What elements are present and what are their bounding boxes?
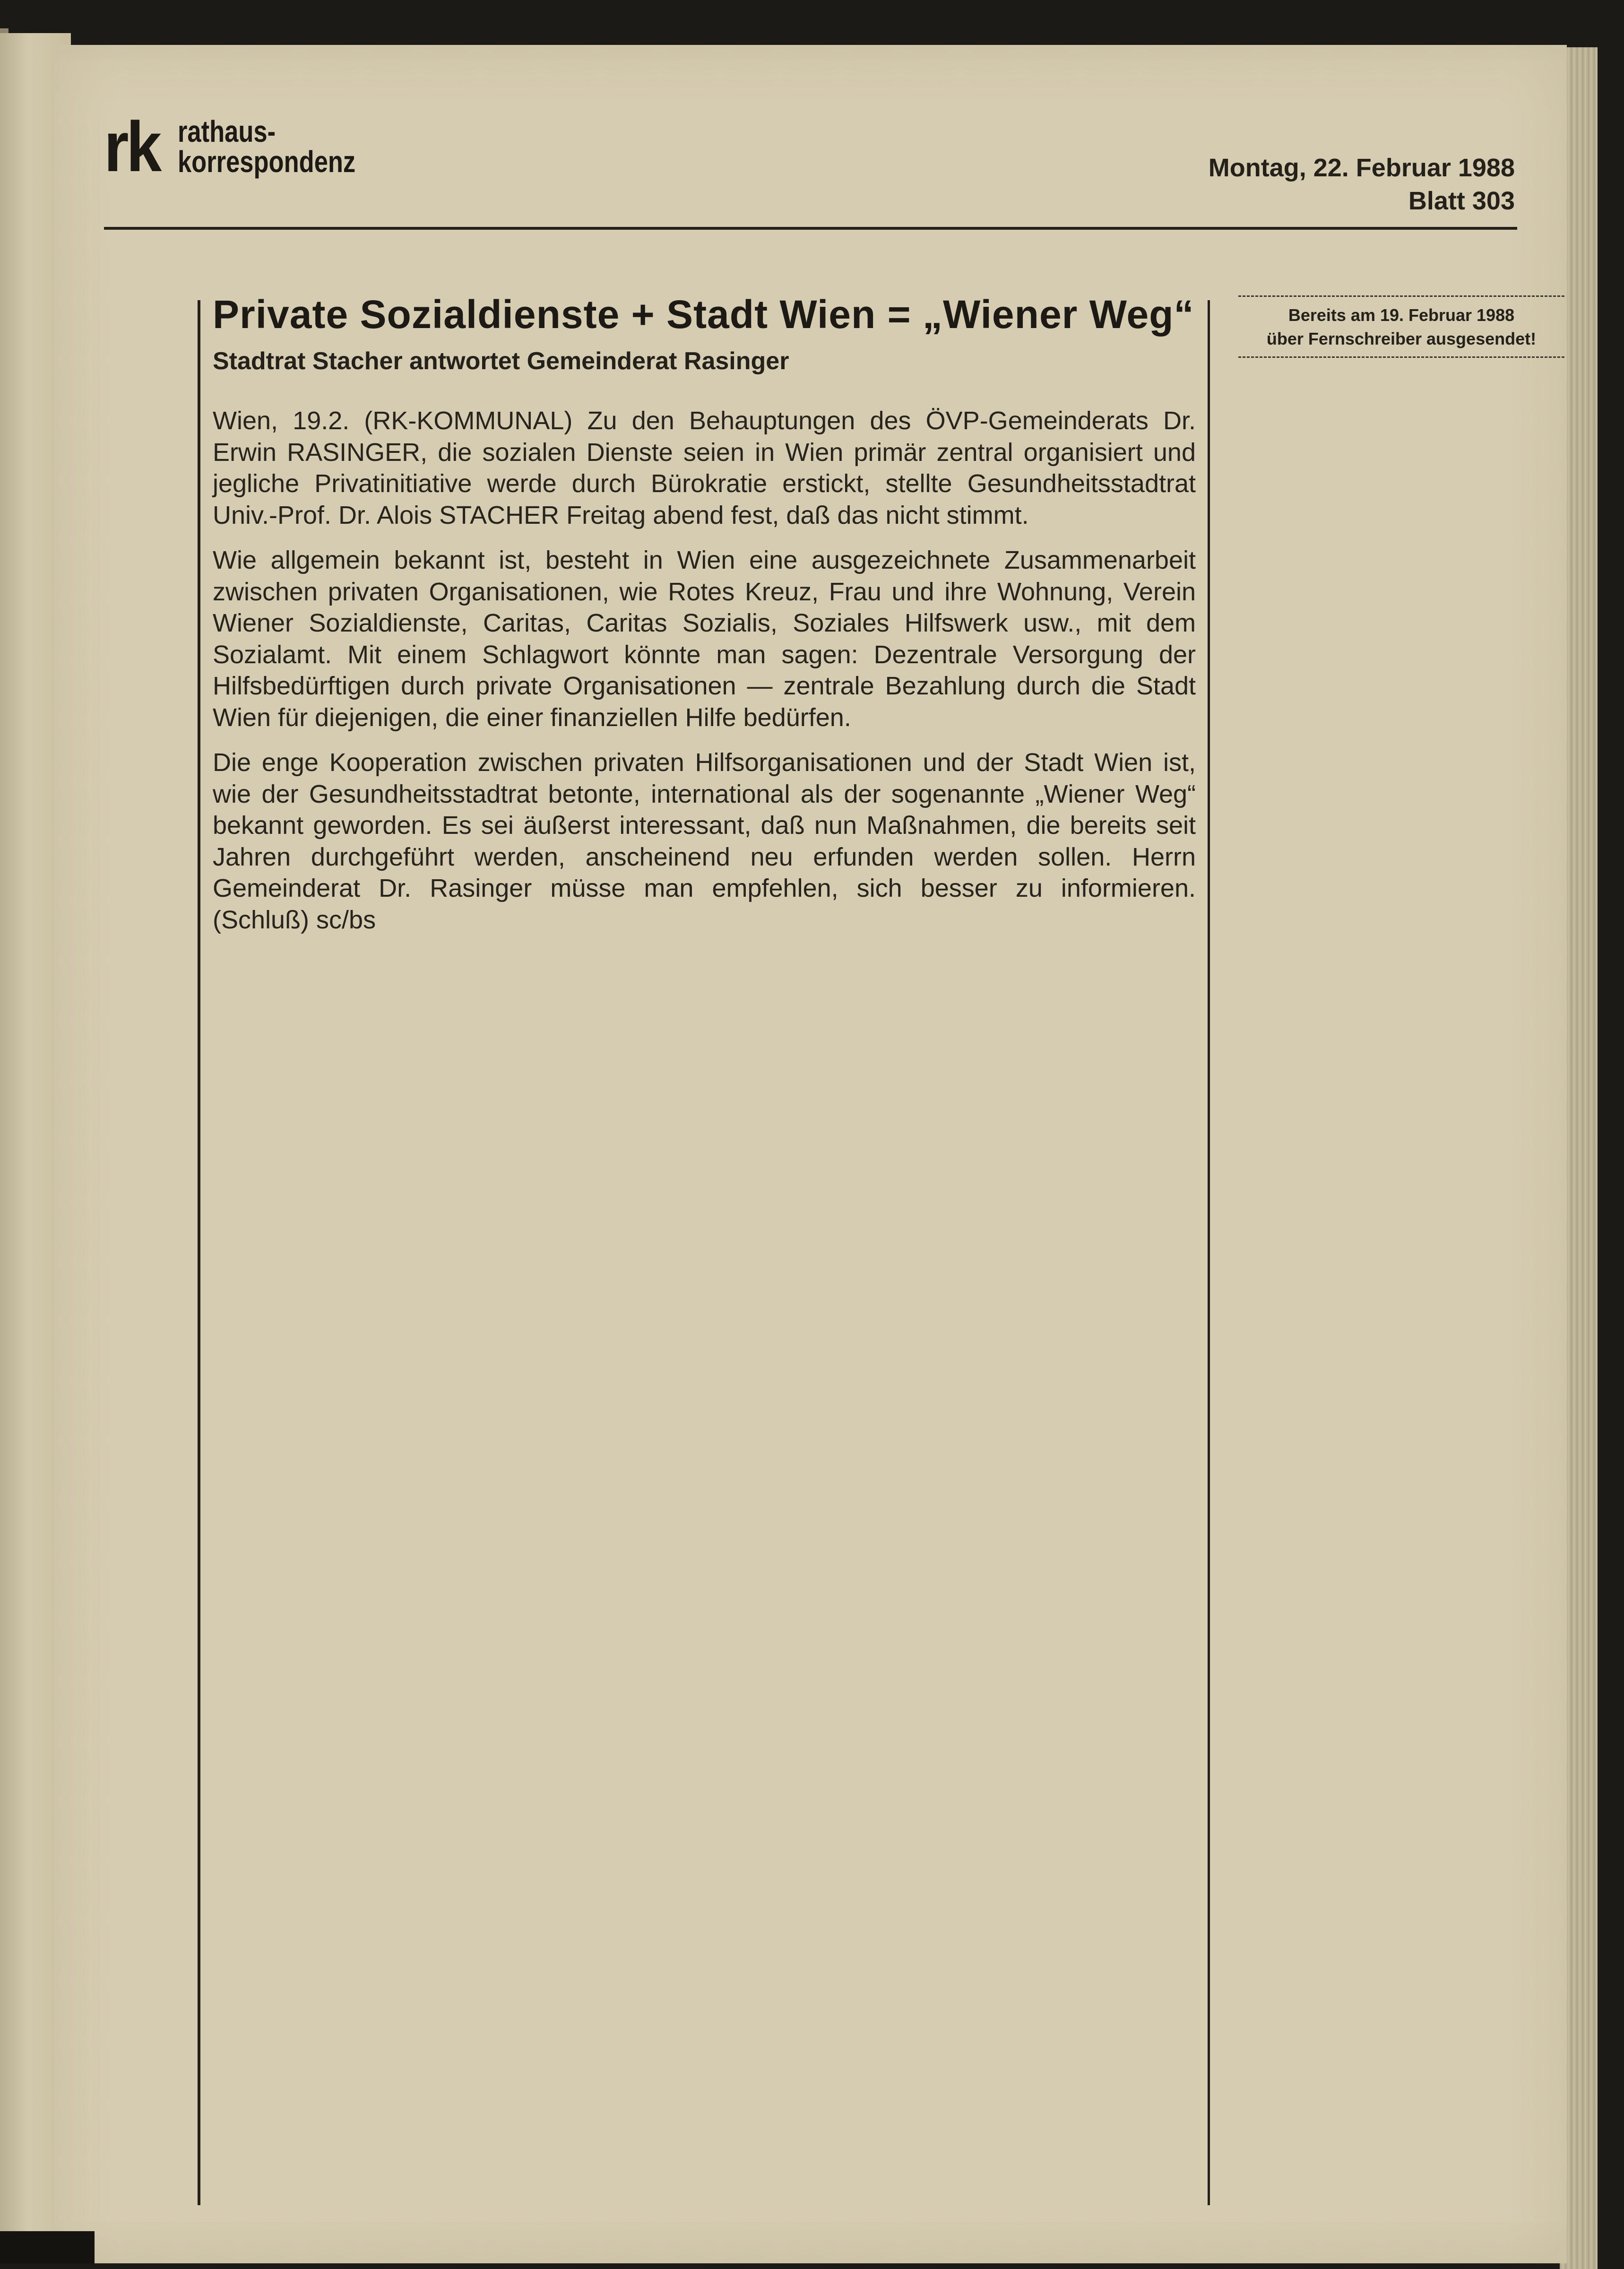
sheet-number: Blatt 303	[1408, 187, 1515, 215]
rk-logo	[104, 107, 395, 186]
transmission-note-line-2: über Fernschreiber ausgesendet!	[1266, 329, 1537, 348]
article	[213, 291, 1196, 949]
article-body	[213, 405, 1196, 935]
logo-mark: rk	[104, 107, 159, 186]
logo-line-1: rathaus-	[177, 114, 276, 148]
document-page	[54, 45, 1567, 2263]
article-paragraph: Wien, 19.2. (RK-KOMMUNAL) Zu den Behauptungen des ÖVP-Gemeinderats Dr. Erwin RASINGER, die sozialen Dienste seien in Wien primär zentral organisiert und jegliche Privatinitiative werde durch Bürokratie erstickt, stellte Gesundheitsstadtrat Univ.-Prof. Dr. Alois STACHER Freitag abend fest, daß das nicht stimmt.	[213, 407, 1196, 529]
transmission-note	[1238, 295, 1564, 358]
article-headline: Private Sozialdienste + Stadt Wien = „Wiener Weg“	[213, 292, 1194, 337]
logo-text	[178, 116, 355, 177]
article-paragraph: Wie allgemein bekannt ist, besteht in Wien eine ausgezeichnete Zusammenarbeit zwischen privaten Organisationen, wie Rotes Kreuz, Frau und ihre Wohnung, Verein Wiener Sozialdienste, Caritas, Caritas Sozialis, Soziales Hilfswerk usw., mit dem Sozialamt. Mit einem Schlagwort könnte man sagen: Dezentrale Versorgung der Hilfsbedürftigen durch private Organisationen — zentrale Bezahlung durch die Stadt Wien für diejenigen, die einer finanziellen Hilfe bedürfen.	[213, 546, 1196, 732]
header-meta	[1089, 151, 1515, 217]
header-divider	[104, 227, 1517, 230]
article-paragraph: Die enge Kooperation zwischen privaten Hilfsorganisationen und der Stadt Wien ist, wie der Gesundheitsstadtrat betonte, international als der sogenannte „Wiener Weg“ bekannt geworden. Es sei äußerst interessant, daß nun Maßnahmen, die bereits seit Jahren durchgeführt werden, anscheinend neu erfunden werden sollen. Herrn Gemeinderat Dr. Rasinger müsse man empfehlen, sich besser zu informieren. (Schluß) sc/bs	[213, 748, 1196, 934]
article-subheadline: Stadtrat Stacher antwortet Gemeinderat Rasinger	[213, 347, 789, 375]
issue-date: Montag, 22. Februar 1988	[1208, 154, 1515, 182]
logo-line-2: korrespondenz	[177, 145, 355, 179]
column-rule-right	[1208, 300, 1210, 2205]
scan-shadow	[0, 2231, 95, 2263]
transmission-note-line-1: Bereits am 19. Februar 1988	[1288, 305, 1515, 325]
column-rule-left	[198, 300, 200, 2205]
